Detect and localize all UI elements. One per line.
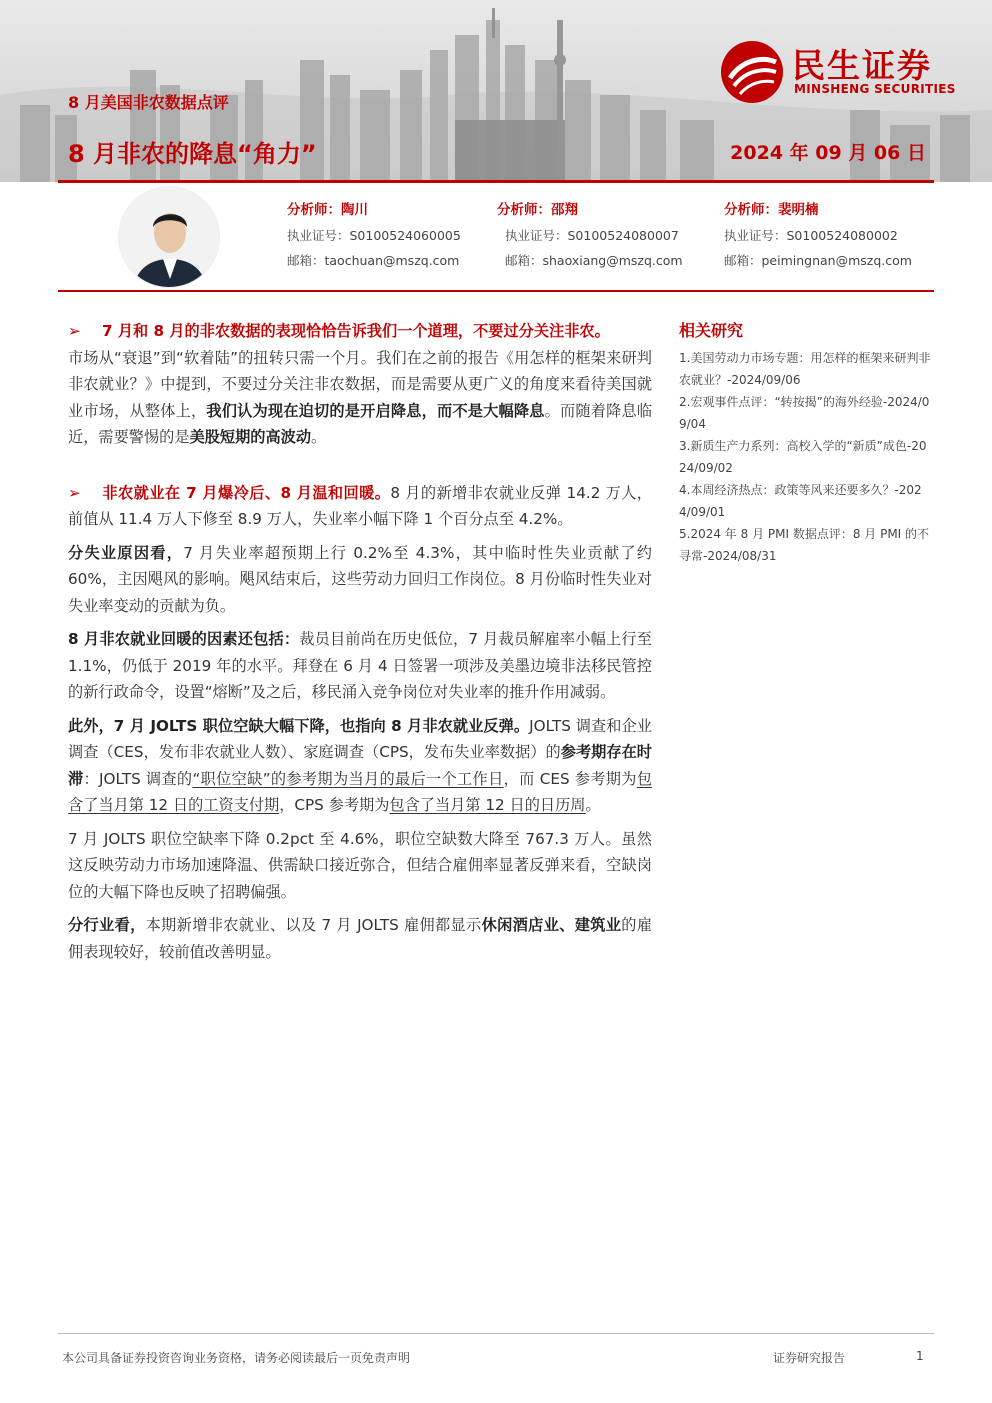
minsheng-logo-icon: [720, 40, 784, 104]
analyst-card: [724, 198, 912, 273]
related-research-item[interactable]: 1.美国劳动力市场专题：用怎样的框架来研判非农就业？-2024/09/06: [679, 351, 931, 387]
logo-chinese-name: 民生证券: [792, 46, 932, 85]
bullet-arrow-icon: ➢: [68, 483, 81, 502]
related-research-item[interactable]: 4.本周经济热点：政策等风来还要多久？-2024/09/01: [679, 483, 922, 519]
analyst-cert: 执业证号：S0100524080002: [724, 228, 898, 243]
analyst-card: [287, 198, 461, 273]
footer-divider: [58, 1333, 934, 1334]
header-banner: [0, 0, 992, 182]
header-divider: [58, 180, 934, 183]
report-body: [68, 318, 652, 972]
analyst-email[interactable]: 邮箱：shaoxiang@mszq.com: [505, 253, 683, 268]
analyst-divider: [58, 290, 934, 292]
footer-report-kind: 证券研究报告: [773, 1351, 846, 1365]
related-research-sidebar: [679, 318, 931, 567]
unemployment-cause-paragraph: 分失业原因看，7 月失业率超预期上行 0.2%至 4.3%，其中临时性失业贡献了约 60%，主因飓风的影响。飓风结束后，这些劳动力回归工作岗位。8 月份临时性失业对失业率变动的贡献为负。: [68, 543, 652, 615]
report-type: 8 月美国非农数据点评: [68, 93, 229, 112]
analyst-avatar: [118, 186, 220, 288]
section-1-heading: ➢ 7 月和 8 月的非农数据的表现恰恰告诉我们一个道理，不要过分关注非农。: [68, 318, 652, 345]
analyst-name: 分析师：裴明楠: [724, 202, 819, 218]
analyst-photo-icon: [119, 187, 220, 288]
report-title: 8 月非农的降息“角力”: [68, 140, 317, 168]
bullet-arrow-icon: ➢: [68, 322, 81, 340]
analyst-email[interactable]: 邮箱：taochuan@mszq.com: [287, 253, 460, 268]
logo-english-name: MINSHENG SECURITIES: [794, 82, 956, 96]
analyst-name: 分析师：邵翔: [497, 202, 578, 218]
report-date: 2024 年 09 月 06 日: [730, 142, 926, 164]
analyst-card: [497, 198, 683, 273]
section-2-paragraph: ➢ 非农就业在 7 月爆冷后、8 月温和回暖。8 月的新增非农就业反弹 14.2 万人，前值从 11.4 万人下修至 8.9 万人，失业率小幅下降 1 个百分点至 4.2%。: [68, 480, 652, 533]
related-research-item[interactable]: 3.新质生产力系列：高校入学的“新质”成色-2024/09/02: [679, 439, 927, 475]
related-research-heading: 相关研究: [679, 321, 744, 340]
analyst-cert: 执业证号：S0100524060005: [287, 228, 461, 243]
footer-disclaimer: 本公司具备证券投资咨询业务资格，请务必阅读最后一页免责声明: [62, 1351, 411, 1365]
analyst-email[interactable]: 邮箱：peimingnan@mszq.com: [724, 253, 912, 268]
job-openings-paragraph: 7 月 JOLTS 职位空缺率下降 0.2pct 至 4.6%，职位空缺数大降至 767.3 万人。虽然这反映劳动力市场加速降温、供需缺口接近弥合，但结合雇佣率显著反弹来看，空缺岗位的大幅下降也反映了招聘偏强。: [68, 829, 652, 901]
section-1-paragraph: 市场从“衰退”到“软着陆”的扭转只需一个月。我们在之前的报告《用怎样的框架来研判非农就业？》中提到，不要过分关注非农数据，而是需要从更广义的角度来看待美国就业市场，从整体上，我们认为现在迫切的是开启降息，而不是大幅降息。而随着降息临近，需要警惕的是美股短期的高波动。: [68, 348, 653, 446]
related-research-item[interactable]: 5.2024 年 8 月 PMI 数据点评：8 月 PMI 的不寻常-2024/08/31: [679, 527, 930, 563]
analyst-name: 分析师：陶川: [287, 202, 368, 218]
industry-paragraph: 分行业看，本期新增非农就业、以及 7 月 JOLTS 雇佣都显示休闲酒店业、建筑业的雇佣表现较好，较前值改善明显。: [68, 916, 653, 961]
company-logo: [720, 40, 970, 104]
jolts-paragraph: 此外，7 月 JOLTS 职位空缺大幅下降，也指向 8 月非农就业反弹。JOLTS 调查和企业调查（CES，发布非农就业人数）、家庭调查（CPS，发布失业率数据）的参考期存在时滞：JOLTS 调查的“职位空缺”的参考期为当月的最后一个工作日，而 CES 参考期为包含了当月第 12 日的工资支付期，CPS 参考期为包含了当月第 12 日的日历周。: [68, 716, 652, 814]
related-research-item[interactable]: 2.宏观事件点评：“转按揭”的海外经验-2024/09/04: [679, 395, 930, 431]
analyst-cert: 执业证号：S0100524080007: [505, 228, 679, 243]
page-number: 1: [916, 1349, 924, 1363]
recovery-factors-paragraph: 8 月非农就业回暖的因素还包括：裁员目前尚在历史低位，7 月裁员解雇率小幅上行至 1.1%，仍低于 2019 年的水平。拜登在 6 月 4 日签署一项涉及美墨边境非法移民管控的新行政命令，设置“熔断”及之后，移民涌入竞争岗位对失业率的推升作用减弱。: [68, 630, 652, 701]
